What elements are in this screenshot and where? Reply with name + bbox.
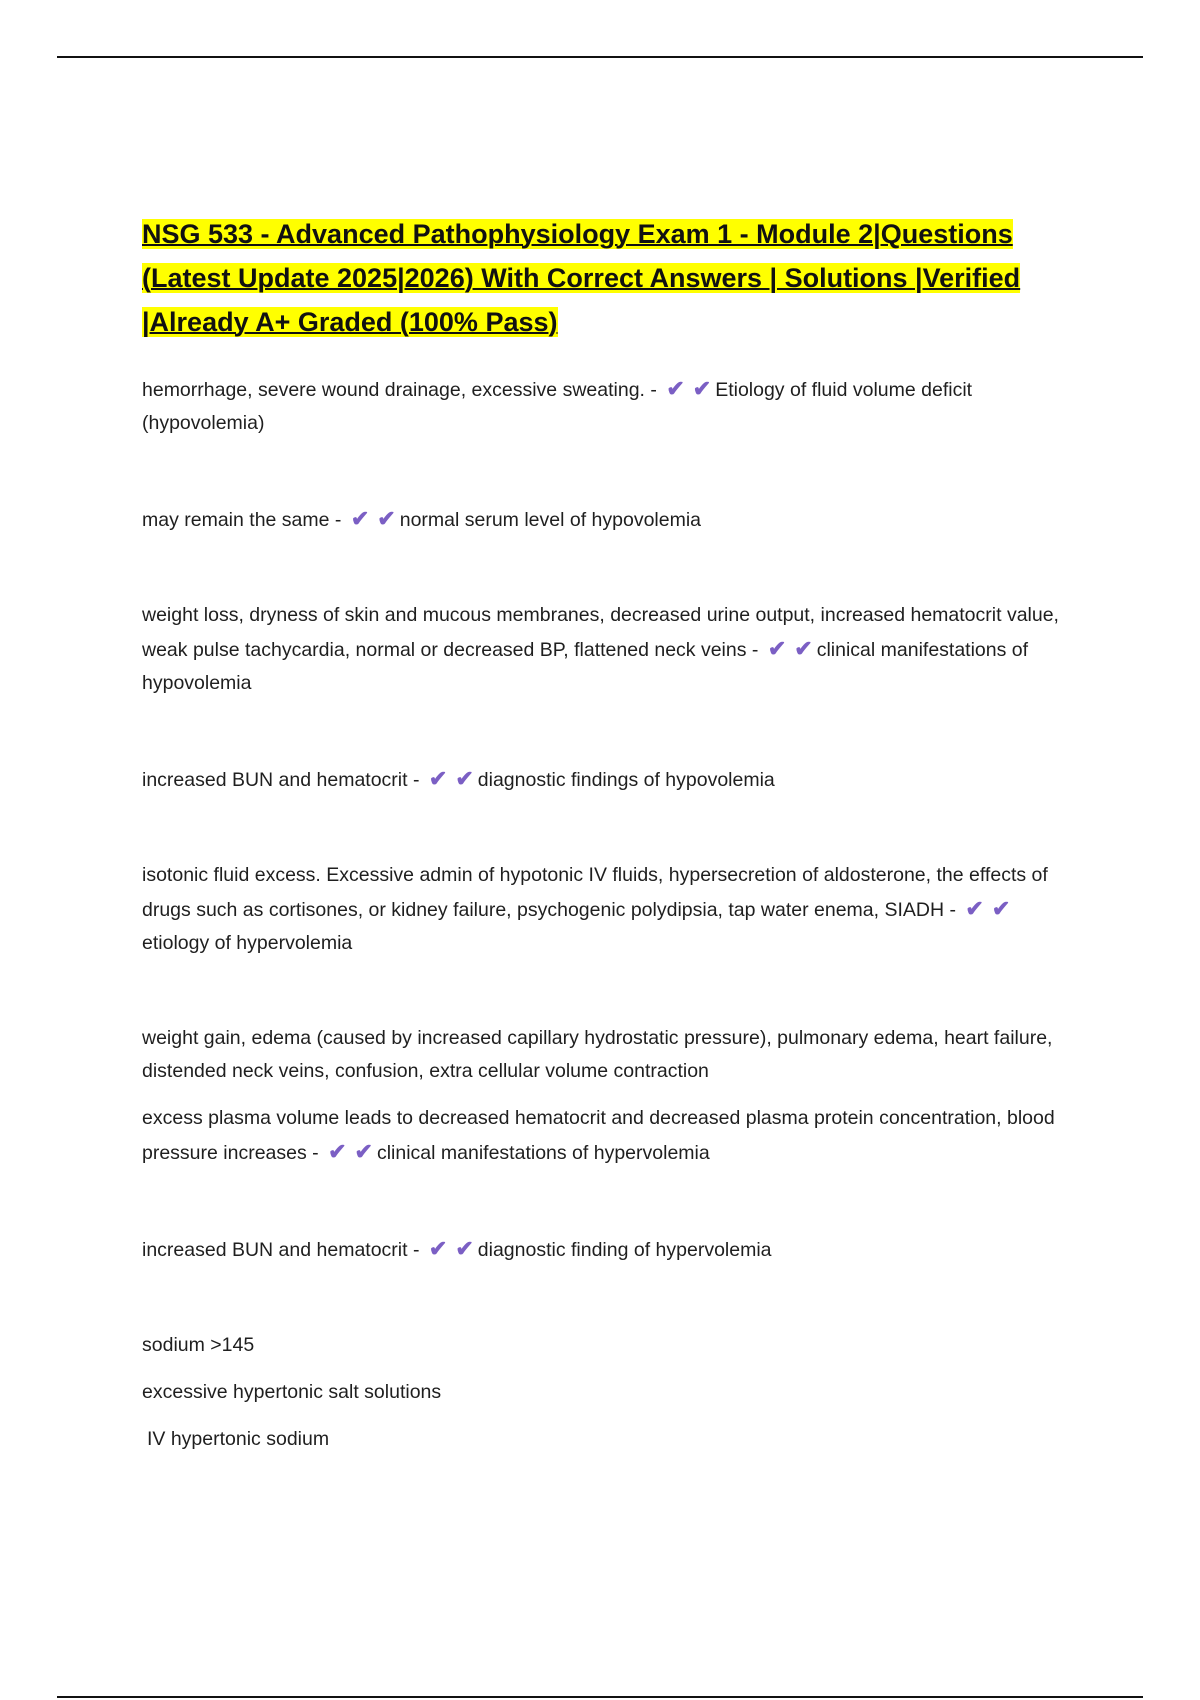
qa-prompt: isotonic fluid excess. Excessive admin of hypotonic IV fluids, hypersecretion of aldosterone, the effects of drugs such as cortisones, or kidney failure, psychogenic polydipsia, tap water enema, SIADH [142,864,1048,921]
qa-answer: clinical manifestations of hypovolemia [142,639,1029,694]
checkmark-icon: ✔ [991,896,1011,921]
qa-item: excess plasma volume leads to decreased hematocrit and decreased plasma protein concentration, blood pressure increases - ✔ ✔ clinical manifestations of hypervolemia [142,1102,1072,1170]
checkmark-icon: ✔ [455,1236,474,1261]
note-line: IV hypertonic sodium [147,1428,330,1450]
bottom-rule [57,1696,1143,1698]
qa-item: hemorrhage, severe wound drainage, excessive sweating. - ✔ ✔ Etiology of fluid volume deficit (hypovolemia) [142,372,1072,440]
qa-item: isotonic fluid excess. Excessive admin of hypotonic IV fluids, hypersecretion of aldosterone, the effects of drugs such as cortisones, or kidney failure, psychogenic polydipsia, tap water enema, SIADH - ✔ ✔etiology of hypervolemia [142,864,1048,954]
qa-item: increased BUN and hematocrit - ✔ ✔ diagnostic findings of hypovolemia [142,762,1072,797]
qa-prompt: increased BUN and hematocrit [142,1239,408,1261]
qa-prompt: may remain the same [142,509,330,531]
top-rule [57,56,1143,58]
qa-answer: normal serum level of hypovolemia [399,509,702,531]
checkmark-icon: ✔ [455,766,474,791]
checkmark-icon: ✔ [428,1236,448,1261]
checkmark-icon: ✔ [692,376,712,401]
qa-item-lead: weight gain, edema (caused by increased capillary hydrostatic pressure), pulmonary edema, heart failure, distended neck veins, confusion, extra cellular volume contraction [142,1027,1053,1082]
qa-answer: Etiology of fluid volume deficit (hypovolemia) [142,379,973,434]
checkmark-icon: ✔ [354,1139,373,1164]
checkmark-icon: ✔ [794,636,813,661]
qa-item: weight loss, dryness of skin and mucous membranes, decreased urine output, increased hematocrit value, weak pulse tachycardia, normal or decreased BP, flattened neck veins - ✔ ✔ clinical manifestations of hypovolemia [142,604,1059,694]
note-line: excessive hypertonic salt solutions [142,1381,442,1403]
qa-item: increased BUN and hematocrit - ✔ ✔ diagnostic finding of hypervolemia [142,1232,1072,1267]
checkmark-icon: ✔ [377,506,396,531]
checkmark-icon: ✔ [328,1139,347,1164]
qa-item: may remain the same - ✔ ✔ normal serum level of hypovolemia [142,502,1072,537]
qa-prompt: weight loss, dryness of skin and mucous membranes, decreased urine output, increased hematocrit value, weak pulse tachycardia, normal or decreased BP, flattened neck veins [142,604,1059,661]
checkmark-icon: ✔ [350,506,370,531]
document-title: NSG 533 - Advanced Pathophysiology Exam 1 - Module 2|Questions (Latest Update 2025|2026) With Correct Answers | Solutions |Verified |Already A+ Graded (100% Pass) [142,219,1021,337]
note-line: sodium >145 [142,1334,255,1356]
qa-answer: diagnostic findings of hypovolemia [477,769,775,791]
document-body [142,212,1072,1456]
qa-answer: etiology of hypervolemia [142,932,353,954]
qa-prompt: hemorrhage, severe wound drainage, excessive sweating. [142,379,645,401]
qa-answer: clinical manifestations of hypervolemia [376,1142,710,1164]
qa-prompt: excess plasma volume leads to decreased hematocrit and decreased plasma protein concentration, blood pressure increases [142,1107,1055,1164]
checkmark-icon: ✔ [666,376,685,401]
checkmark-icon: ✔ [428,766,448,791]
qa-prompt: increased BUN and hematocrit [142,769,408,791]
checkmark-icon: ✔ [767,636,787,661]
qa-answer: diagnostic finding of hypervolemia [477,1239,772,1261]
checkmark-icon: ✔ [965,896,984,921]
